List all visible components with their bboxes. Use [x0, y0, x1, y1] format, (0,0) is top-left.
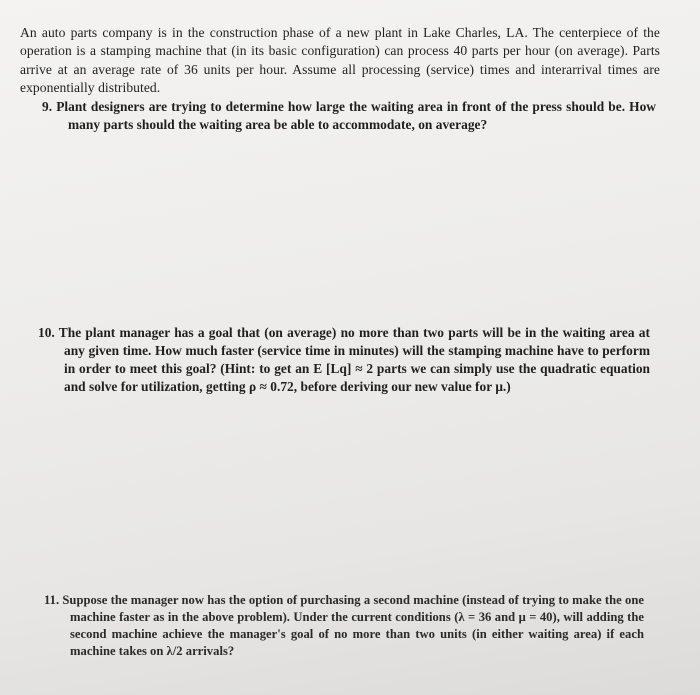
question-11-number: 11. [44, 593, 60, 607]
question-10-text: The plant manager has a goal that (on average) no more than two parts will be in the waiting area at any given time. How much faster (service time in minutes) will the stamping machine have to perform in order to meet this goal? (Hint: to get an E [Lq] ≈ 2 parts we can simply use the quadratic equation and solve for utilization, getting ρ ≈ 0.72, before deriving our new value for μ.) [58, 325, 650, 394]
question-11-body [44, 592, 644, 660]
question-10 [38, 324, 650, 396]
question-9-number: 9. [42, 99, 53, 114]
question-9 [42, 98, 656, 134]
question-9-body [42, 98, 656, 134]
intro-paragraph: An auto parts company is in the construction phase of a new plant in Lake Charles, LA. The centerpiece of the operation is a stamping machine that (in its basic configuration) can process 40 parts per hour (on average). Parts arrive at an average rate of 36 units per hour. Assume all processing (service) times and interarrival times are exponentially distributed. [20, 24, 660, 96]
question-10-number: 10. [38, 325, 55, 340]
question-11-text: Suppose the manager now has the option of purchasing a second machine (instead of trying to make the one machine faster as in the above problem). Under the current conditions (λ = 36 and μ = 40), will adding the second machine achieve the manager's goal of no more than two units (in either waiting area) if each machine takes on λ/2 arrivals? [62, 593, 644, 658]
question-11 [44, 592, 644, 660]
question-10-body [38, 324, 650, 396]
question-9-text: Plant designers are trying to determine how large the waiting area in front of the press should be. How many parts should the waiting area be able to accommodate, on average? [56, 99, 656, 132]
